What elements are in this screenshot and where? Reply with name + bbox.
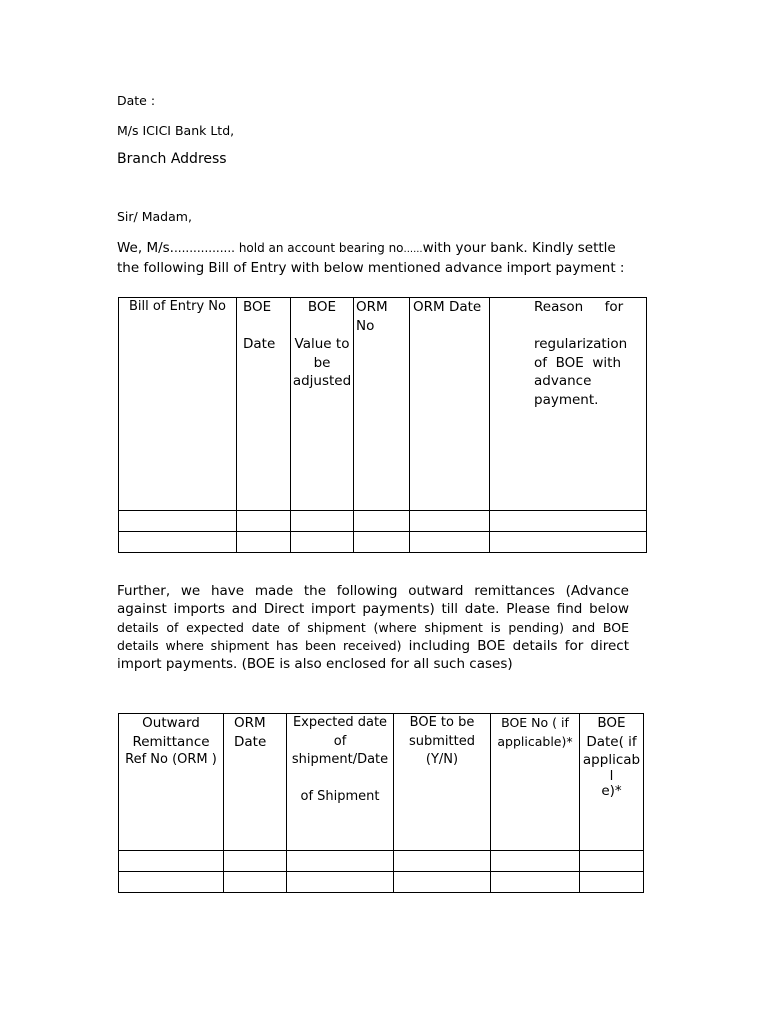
intro-part2: hold an account bearing no: [235, 241, 404, 255]
header-orm-no: ORM No: [354, 298, 410, 511]
header-boe-date: BOE Date( if applicab l e)*: [580, 714, 644, 851]
header-orm-date: ORM Date: [224, 714, 287, 851]
header-bill-of-entry-no: Bill of Entry No: [119, 298, 237, 511]
branch-address: Branch Address: [117, 151, 227, 167]
header-boe-value: BOE Value to be adjusted: [291, 298, 354, 511]
bank-name: M/s ICICI Bank Ltd,: [117, 123, 235, 138]
boe-table-row: [119, 511, 647, 532]
remittance-paragraph: [117, 582, 629, 673]
header-boe-no: BOE No ( if applicable)*: [491, 714, 580, 851]
intro-paragraph: [117, 239, 637, 278]
header-boe-date: BOE Date: [237, 298, 291, 511]
remittance-table-row: [119, 851, 644, 872]
header-reason: Reason for regularization of BOE with advance payment.: [490, 298, 647, 511]
para2-part1: Further, we have made the following outward remittances (Advance against imports and Direct import payments) till date. Please find below: [117, 583, 629, 618]
header-orm-ref: Outward Remittance Ref No (ORM ): [119, 714, 224, 851]
para2-part3: including BOE details for direct import payments. (BOE is also enclosed for all such cases): [117, 637, 629, 673]
boe-table-header: [119, 298, 647, 511]
intro-dots: ................: [173, 241, 235, 255]
boe-table: [118, 297, 647, 553]
header-shipment-date: Expected date of shipment/Date of Shipment: [287, 714, 394, 851]
header-boe-submitted: BOE to be submitted (Y/N): [394, 714, 491, 851]
boe-table-row: [119, 532, 647, 553]
header-orm-date: ORM Date: [410, 298, 490, 511]
remittance-table: [118, 713, 644, 893]
intro-dots2: ......: [403, 244, 423, 255]
para2-part2: details of expected date of shipment (where shipment is pending) and BOE details where shipment has been received): [117, 619, 629, 653]
remittance-table-row: [119, 872, 644, 893]
intro-part3: with your bank. Kindly settle the following Bill of Entry with below mentioned advance import payment :: [117, 240, 625, 276]
salutation: Sir/ Madam,: [117, 209, 192, 224]
remittance-table-header: [119, 714, 644, 851]
date-label: Date :: [117, 93, 156, 108]
intro-part1: We, M/s.: [117, 240, 174, 256]
